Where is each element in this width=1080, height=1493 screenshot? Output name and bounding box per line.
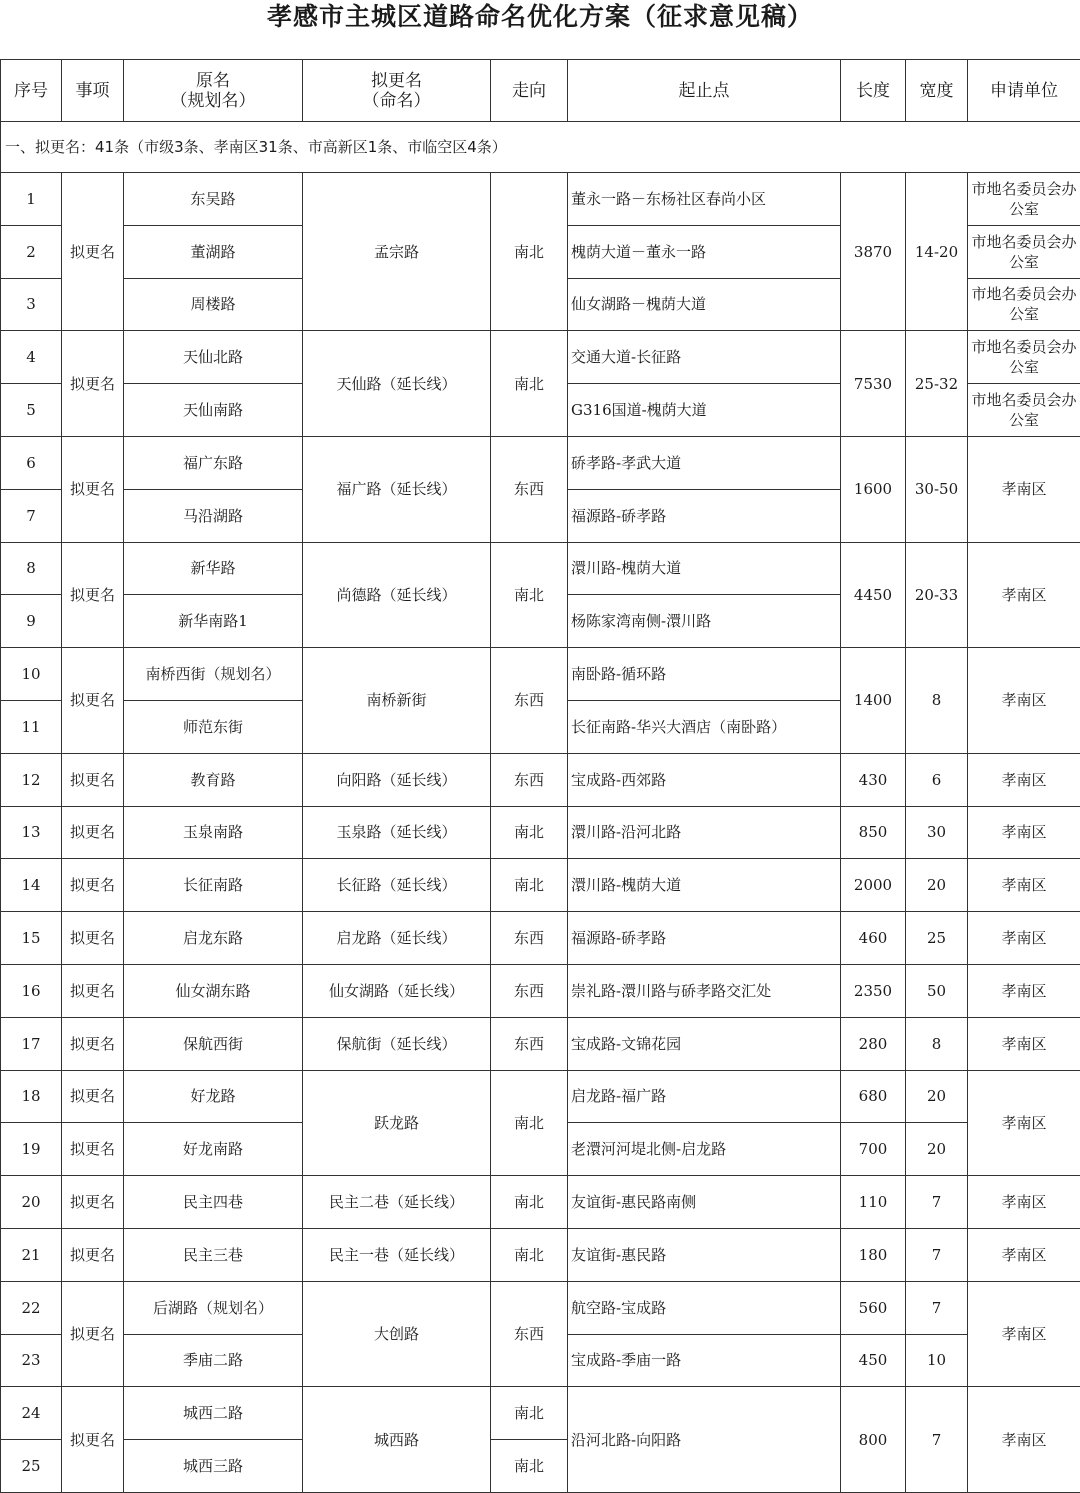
cell-dir: 南北: [491, 331, 568, 437]
cell-unit: 孝南区: [968, 1017, 1080, 1070]
cell-orig: 周楼路: [124, 278, 303, 331]
cell-orig: 董湖路: [124, 225, 303, 278]
cell-range: 南卧路-循环路: [568, 648, 841, 701]
table-row: [1, 436, 1080, 489]
cell-new: 跃龙路: [303, 1070, 491, 1176]
cell-item: 拟更名: [62, 648, 124, 754]
cell-dir: 南北: [491, 1387, 568, 1440]
cell-orig: 新华路: [124, 542, 303, 595]
cell-length: 850: [841, 806, 906, 859]
cell-new: 福广路（延长线）: [303, 436, 491, 542]
cell-unit: 孝南区: [968, 912, 1080, 965]
cell-seq: 23: [1, 1334, 62, 1387]
table-row: [1, 1017, 1080, 1070]
cell-seq: 20: [1, 1176, 62, 1229]
cell-range: 槐荫大道－董永一路: [568, 225, 841, 278]
cell-orig: 保航西街: [124, 1017, 303, 1070]
cell-orig: 新华南路1: [124, 595, 303, 648]
cell-seq: 4: [1, 331, 62, 384]
cell-dir: 东西: [491, 436, 568, 542]
cell-orig: 教育路: [124, 753, 303, 806]
cell-dir: 东西: [491, 753, 568, 806]
cell-new: 启龙路（延长线）: [303, 912, 491, 965]
table-header-row: [1, 60, 1080, 122]
cell-orig: 东吴路: [124, 173, 303, 226]
header-new-sub: （命名）: [362, 90, 431, 111]
cell-range: 澴川路-槐荫大道: [568, 859, 841, 912]
cell-seq: 10: [1, 648, 62, 701]
cell-item: 拟更名: [62, 1387, 124, 1493]
cell-item: 拟更名: [62, 1281, 124, 1387]
header-unit: 申请单位: [968, 60, 1080, 122]
cell-item: 拟更名: [62, 542, 124, 648]
cell-item: 拟更名: [62, 753, 124, 806]
cell-orig: 玉泉南路: [124, 806, 303, 859]
cell-range: 宝成路-文锦花园: [568, 1017, 841, 1070]
header-orig: [124, 60, 303, 122]
cell-dir: 南北: [491, 1228, 568, 1281]
cell-new: 长征路（延长线）: [303, 859, 491, 912]
cell-width: 20-33: [906, 542, 968, 648]
cell-unit: 孝南区: [968, 806, 1080, 859]
cell-item: 拟更名: [62, 436, 124, 542]
cell-item: 拟更名: [62, 1017, 124, 1070]
cell-length: 180: [841, 1228, 906, 1281]
cell-width: 8: [906, 648, 968, 754]
cell-width: 20: [906, 859, 968, 912]
cell-width: 6: [906, 753, 968, 806]
cell-range: 沿河北路-向阳路: [568, 1387, 841, 1493]
cell-range: 宝成路-西郊路: [568, 753, 841, 806]
cell-length: 7530: [841, 331, 906, 437]
cell-item: 拟更名: [62, 173, 124, 331]
cell-new: 孟宗路: [303, 173, 491, 331]
cell-unit: 孝南区: [968, 1281, 1080, 1387]
cell-seq: 8: [1, 542, 62, 595]
cell-length: 2000: [841, 859, 906, 912]
cell-new: 城西路: [303, 1387, 491, 1493]
cell-width: 14-20: [906, 173, 968, 331]
cell-width: 50: [906, 964, 968, 1017]
cell-dir: 东西: [491, 964, 568, 1017]
cell-item: 拟更名: [62, 1228, 124, 1281]
cell-unit: 孝南区: [968, 436, 1080, 542]
cell-range: 澴川路-沿河北路: [568, 806, 841, 859]
header-length: 长度: [841, 60, 906, 122]
cell-seq: 25: [1, 1440, 62, 1493]
table-row: [1, 912, 1080, 965]
cell-unit: 孝南区: [968, 1070, 1080, 1176]
table-row: [1, 753, 1080, 806]
cell-width: 7: [906, 1228, 968, 1281]
cell-new: 天仙路（延长线）: [303, 331, 491, 437]
cell-orig: 师范东街: [124, 700, 303, 753]
cell-length: 110: [841, 1176, 906, 1229]
cell-unit: 孝南区: [968, 1228, 1080, 1281]
cell-orig: 启龙东路: [124, 912, 303, 965]
cell-dir: 东西: [491, 1017, 568, 1070]
cell-length: 2350: [841, 964, 906, 1017]
cell-seq: 21: [1, 1228, 62, 1281]
cell-unit: 市地名委员会办公室: [968, 278, 1080, 331]
cell-item: 拟更名: [62, 1176, 124, 1229]
cell-range: 福源路-硚孝路: [568, 489, 841, 542]
cell-orig: 仙女湖东路: [124, 964, 303, 1017]
header-dir: 走向: [491, 60, 568, 122]
cell-width: 7: [906, 1387, 968, 1493]
header-orig-sub: （规划名）: [170, 90, 256, 111]
cell-length: 3870: [841, 173, 906, 331]
cell-unit: 市地名委员会办公室: [968, 331, 1080, 384]
cell-unit: 市地名委员会办公室: [968, 225, 1080, 278]
table-row: [1, 859, 1080, 912]
cell-item: 拟更名: [62, 806, 124, 859]
cell-seq: 22: [1, 1281, 62, 1334]
cell-width: 25-32: [906, 331, 968, 437]
cell-new: 民主一巷（延长线）: [303, 1228, 491, 1281]
cell-dir: 南北: [491, 1070, 568, 1176]
cell-width: 7: [906, 1281, 968, 1334]
table-row: [1, 964, 1080, 1017]
cell-seq: 5: [1, 384, 62, 437]
cell-unit: 孝南区: [968, 964, 1080, 1017]
cell-seq: 13: [1, 806, 62, 859]
cell-range: 硚孝路-孝武大道: [568, 436, 841, 489]
cell-range: 航空路-宝成路: [568, 1281, 841, 1334]
cell-item: 拟更名: [62, 912, 124, 965]
cell-unit: 市地名委员会办公室: [968, 384, 1080, 437]
cell-item: 拟更名: [62, 964, 124, 1017]
cell-orig: 长征南路: [124, 859, 303, 912]
cell-orig: 民主三巷: [124, 1228, 303, 1281]
cell-orig: 好龙路: [124, 1070, 303, 1123]
cell-range: 老澴河河堤北侧-启龙路: [568, 1123, 841, 1176]
cell-range: 启龙路-福广路: [568, 1070, 841, 1123]
cell-range: 友谊街-惠民路南侧: [568, 1176, 841, 1229]
cell-seq: 3: [1, 278, 62, 331]
cell-orig: 福广东路: [124, 436, 303, 489]
cell-range: G316国道-槐荫大道: [568, 384, 841, 437]
cell-seq: 7: [1, 489, 62, 542]
cell-range: 友谊街-惠民路: [568, 1228, 841, 1281]
cell-range: 宝成路-季庙一路: [568, 1334, 841, 1387]
section-row: [1, 122, 1080, 173]
cell-range: 交通大道-长征路: [568, 331, 841, 384]
cell-item: 拟更名: [62, 859, 124, 912]
cell-width: 20: [906, 1070, 968, 1123]
cell-orig: 季庙二路: [124, 1334, 303, 1387]
cell-unit: 孝南区: [968, 648, 1080, 754]
table-row: [1, 173, 1080, 226]
cell-new: 玉泉路（延长线）: [303, 806, 491, 859]
cell-unit: 孝南区: [968, 859, 1080, 912]
cell-range: 福源路-硚孝路: [568, 912, 841, 965]
cell-dir: 南北: [491, 859, 568, 912]
cell-range: 崇礼路-澴川路与硚孝路交汇处: [568, 964, 841, 1017]
cell-length: 800: [841, 1387, 906, 1493]
page-title: 孝感市主城区道路命名优化方案（征求意见稿）: [266, 2, 813, 31]
cell-seq: 9: [1, 595, 62, 648]
cell-width: 10: [906, 1334, 968, 1387]
cell-item: 拟更名: [62, 331, 124, 437]
cell-seq: 11: [1, 700, 62, 753]
cell-seq: 6: [1, 436, 62, 489]
cell-range: 董永一路－东杨社区春尚小区: [568, 173, 841, 226]
header-seq: 序号: [1, 60, 62, 122]
cell-width: 20: [906, 1123, 968, 1176]
cell-unit: 孝南区: [968, 1387, 1080, 1493]
header-range: 起止点: [568, 60, 841, 122]
cell-orig: 天仙南路: [124, 384, 303, 437]
cell-length: 430: [841, 753, 906, 806]
header-width: 宽度: [906, 60, 968, 122]
cell-unit: 孝南区: [968, 542, 1080, 648]
table-row: [1, 542, 1080, 595]
cell-dir: 南北: [491, 542, 568, 648]
cell-seq: 15: [1, 912, 62, 965]
cell-length: 1400: [841, 648, 906, 754]
cell-orig: 好龙南路: [124, 1123, 303, 1176]
cell-seq: 16: [1, 964, 62, 1017]
cell-seq: 17: [1, 1017, 62, 1070]
cell-length: 700: [841, 1123, 906, 1176]
cell-seq: 12: [1, 753, 62, 806]
table-row: [1, 648, 1080, 701]
table-row: [1, 1387, 1080, 1440]
cell-seq: 14: [1, 859, 62, 912]
cell-new: 保航街（延长线）: [303, 1017, 491, 1070]
cell-seq: 1: [1, 173, 62, 226]
cell-range: 澴川路-槐荫大道: [568, 542, 841, 595]
road-naming-table: [0, 59, 1080, 1493]
cell-orig: 后湖路（规划名）: [124, 1281, 303, 1334]
cell-orig: 马沿湖路: [124, 489, 303, 542]
cell-dir: 东西: [491, 648, 568, 754]
cell-dir: 南北: [491, 806, 568, 859]
table-row: [1, 1176, 1080, 1229]
cell-seq: 24: [1, 1387, 62, 1440]
table-row: [1, 331, 1080, 384]
cell-new: 向阳路（延长线）: [303, 753, 491, 806]
cell-new: 南桥新街: [303, 648, 491, 754]
cell-length: 280: [841, 1017, 906, 1070]
cell-width: 7: [906, 1176, 968, 1229]
cell-new: 民主二巷（延长线）: [303, 1176, 491, 1229]
header-new-label: 拟更名: [371, 70, 422, 91]
cell-item: 拟更名: [62, 1070, 124, 1123]
cell-seq: 19: [1, 1123, 62, 1176]
cell-seq: 2: [1, 225, 62, 278]
cell-dir: 东西: [491, 912, 568, 965]
table-row: [1, 1070, 1080, 1123]
cell-dir: 南北: [491, 173, 568, 331]
cell-width: 30: [906, 806, 968, 859]
cell-unit: 市地名委员会办公室: [968, 173, 1080, 226]
header-new: [303, 60, 491, 122]
cell-unit: 孝南区: [968, 1176, 1080, 1229]
cell-orig: 民主四巷: [124, 1176, 303, 1229]
cell-dir: 南北: [491, 1440, 568, 1493]
cell-new: 大创路: [303, 1281, 491, 1387]
table-row: [1, 1281, 1080, 1334]
cell-width: 25: [906, 912, 968, 965]
cell-length: 460: [841, 912, 906, 965]
cell-unit: 孝南区: [968, 753, 1080, 806]
cell-orig: 南桥西街（规划名）: [124, 648, 303, 701]
cell-width: 8: [906, 1017, 968, 1070]
section-heading: 一、拟更名：41条（市级3条、孝南区31条、市高新区1条、市临空区4条）: [1, 122, 1080, 173]
header-item: 事项: [62, 60, 124, 122]
cell-orig: 天仙北路: [124, 331, 303, 384]
cell-new: 仙女湖路（延长线）: [303, 964, 491, 1017]
cell-length: 1600: [841, 436, 906, 542]
cell-orig: 城西二路: [124, 1387, 303, 1440]
table-row: [1, 1228, 1080, 1281]
cell-orig: 城西三路: [124, 1440, 303, 1493]
cell-new: 尚德路（延长线）: [303, 542, 491, 648]
cell-length: 450: [841, 1334, 906, 1387]
cell-dir: 东西: [491, 1281, 568, 1387]
cell-range: 杨陈家湾南侧-澴川路: [568, 595, 841, 648]
cell-range: 长征南路-华兴大酒店（南卧路）: [568, 700, 841, 753]
cell-length: 4450: [841, 542, 906, 648]
table-row: [1, 806, 1080, 859]
cell-width: 30-50: [906, 436, 968, 542]
header-orig-label: 原名: [196, 70, 230, 91]
cell-range: 仙女湖路－槐荫大道: [568, 278, 841, 331]
cell-seq: 18: [1, 1070, 62, 1123]
cell-length: 560: [841, 1281, 906, 1334]
cell-item: 拟更名: [62, 1123, 124, 1176]
cell-dir: 南北: [491, 1176, 568, 1229]
cell-length: 680: [841, 1070, 906, 1123]
